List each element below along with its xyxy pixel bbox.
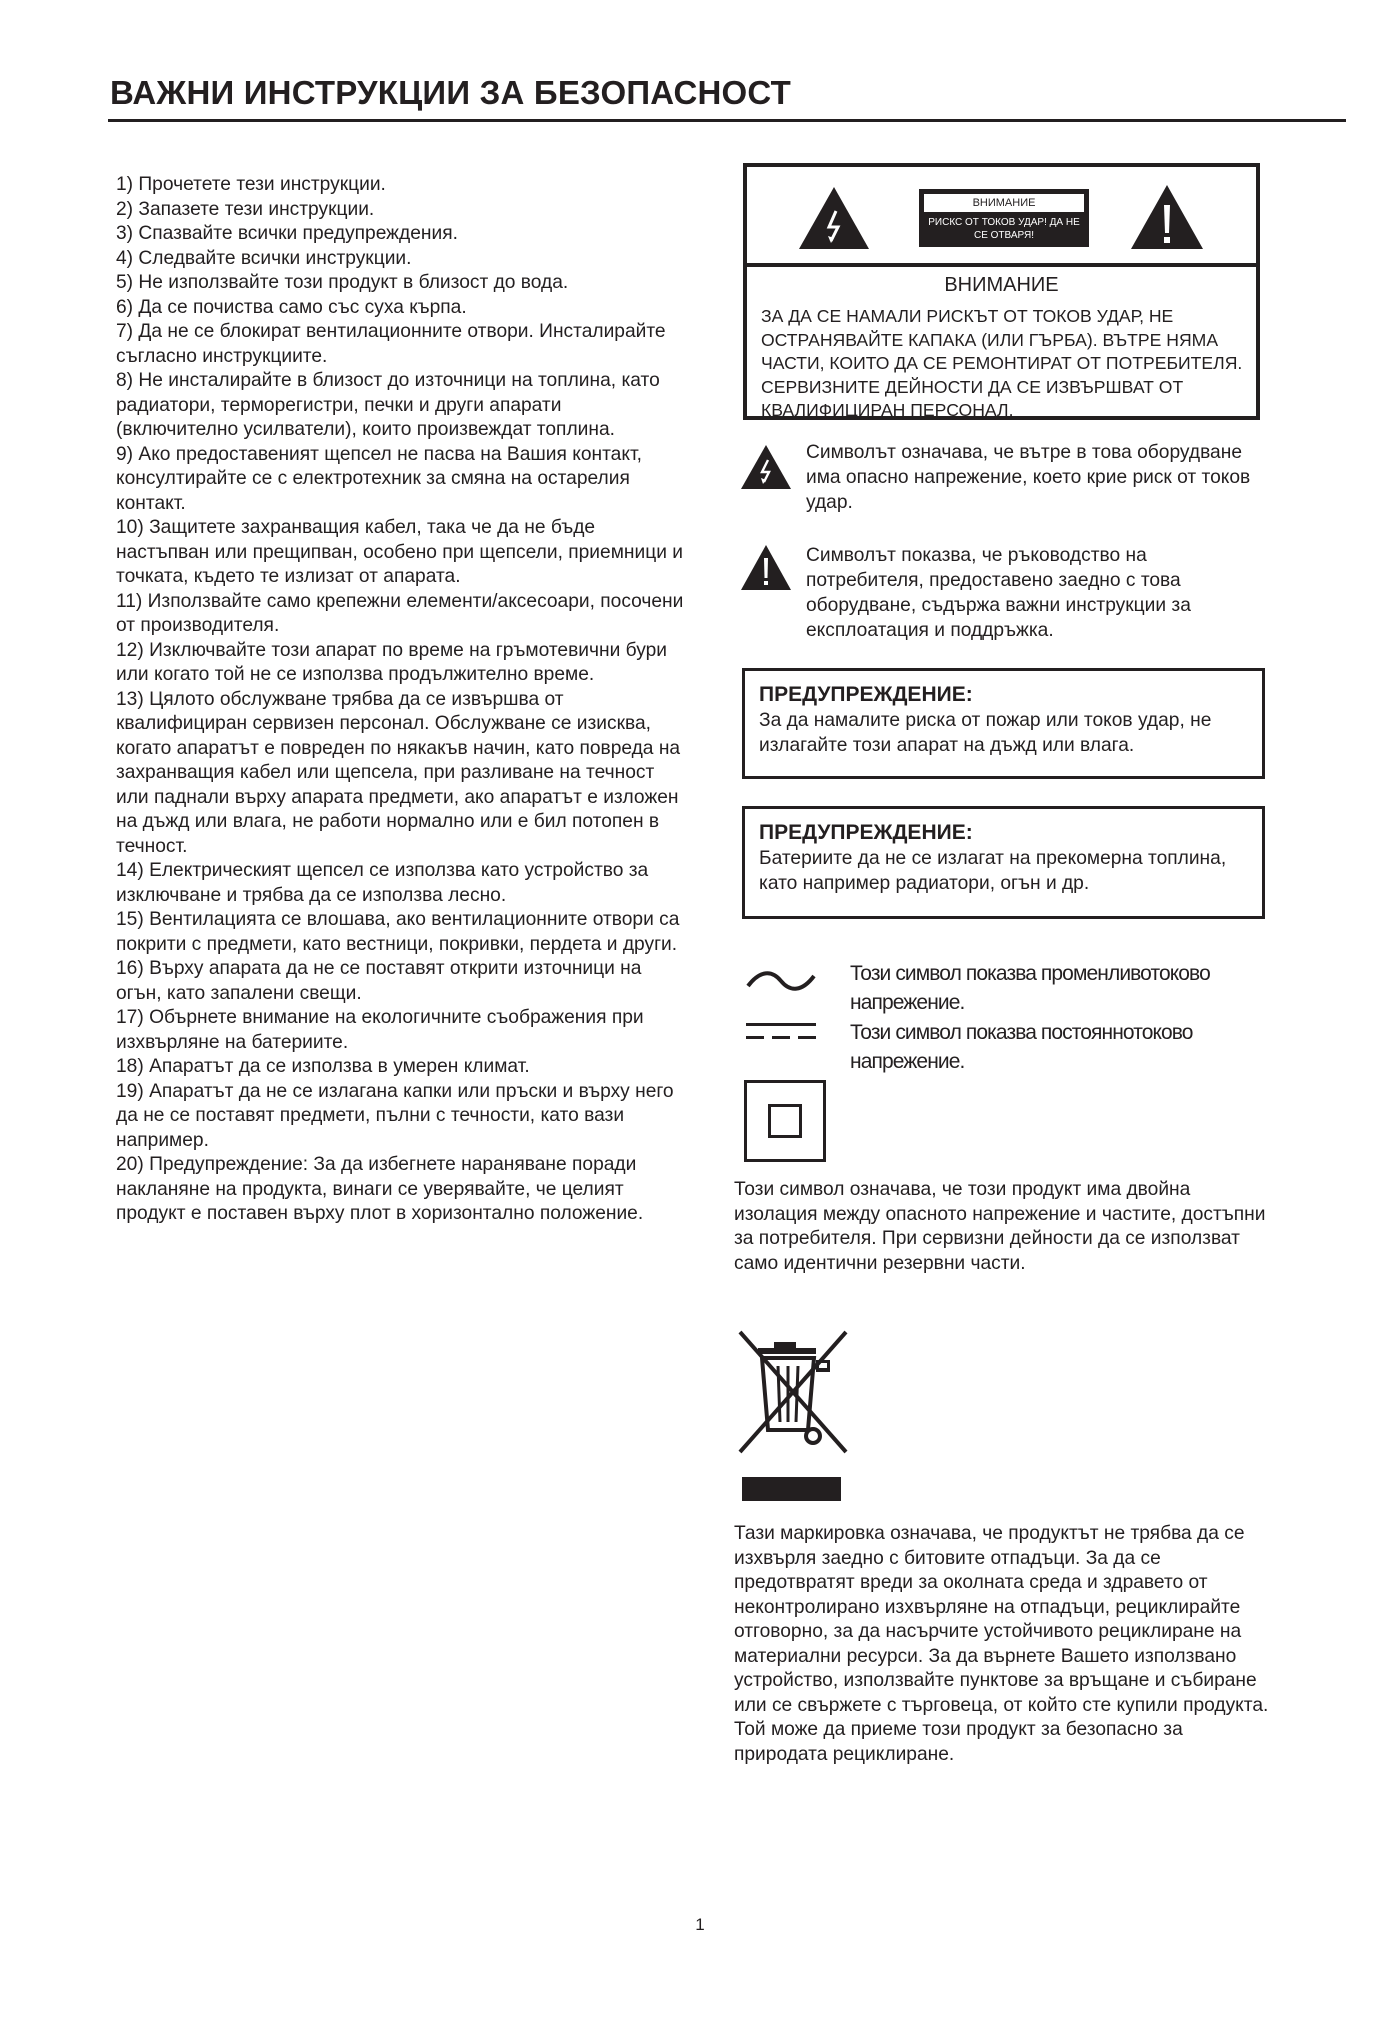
instruction-item: 4) Следвайте всички инструкции. bbox=[116, 247, 412, 269]
caution-label-title: ВНИМАНИЕ bbox=[923, 193, 1085, 213]
weee-bar bbox=[742, 1477, 841, 1501]
page-number: 1 bbox=[695, 1915, 705, 1934]
warning-text: За да намалите риска от пожар или токов удар, не излагайте този апарат на дъжд или влага. bbox=[759, 710, 1212, 756]
instruction-item: 7) Да не се блокират вентилационните отвори. Инсталирайте съгласно инструкциите. bbox=[116, 321, 666, 367]
instruction-item: 18) Апаратът да се използва в умерен климат. bbox=[116, 1056, 530, 1077]
double-insulation-text: Този символ означава, че този продукт има двойна изолация между опасното напрежение и частите, достъпни за потребителя. При сервизни дейности да се използват само идентични резервни части. bbox=[734, 1179, 1266, 1274]
exclamation-symbol-text: Символът показва, че ръководство на потребителя, предоставено заедно с това оборудване, съдържа важни инструкции за експлоатация и поддръжка. bbox=[806, 545, 1191, 641]
ac-symbol-icon bbox=[744, 966, 818, 996]
crossed-bin-icon bbox=[730, 1328, 854, 1460]
instruction-item: 3) Спазвайте всички предупреждения. bbox=[116, 223, 458, 244]
warning-title: ПРЕДУПРЕЖДЕНИЕ: bbox=[759, 683, 973, 706]
caution-label-text: РИСКС ОТ ТОКОВ УДАР! ДА НЕ СЕ ОТВАРЯ! bbox=[928, 217, 1080, 241]
instruction-item: 2) Запазете тези инструкции. bbox=[116, 198, 375, 220]
instruction-item: 1) Прочетете тези инструкции. bbox=[116, 174, 386, 195]
ac-symbol-text: Този символ показва променливотоково напрежение. bbox=[850, 962, 1210, 1014]
instruction-item: 20) Предупреждение: За да избегнете нараняване поради накланяне на продукта, винаги се уверявайте, че целият продукт е поставен върху плот в хоризонтално положение. bbox=[116, 1154, 644, 1224]
page-title: ВАЖНИ ИНСТРУКЦИИ ЗА БЕЗОПАСНОСТ bbox=[110, 74, 791, 111]
safety-instructions-list bbox=[116, 173, 686, 1227]
weee-text: Тази маркировка означава, че продуктът не трябва да се изхвърля заедно с битовите отпадъци. За да се предотвратят вреди за околната среда и здравето от неконтролирано изхвърляне на отпадъци, рециклирайте отговорно, за да насърчите устойчивото рециклиране на материални ресурси. За да върнете Вашето използвано устройство, използвайте пунктове за връщане и събиране или се свържете с търговеца, от който сте купили продукта. Той може да приеме този продукт за безопасно за природата рециклиране. bbox=[734, 1523, 1269, 1765]
instruction-item: 19) Апаратът да не се излагана капки или пръски и върху него да не се поставят предмети, пълни с течности, като вази например. bbox=[116, 1080, 674, 1151]
caution-text: ЗА ДА СЕ НАМАЛИ РИСКЪТ ОТ ТОКОВ УДАР, НЕ ОСТРАНЯВАЙТЕ КАПАКА (ИЛИ ГЪРБА). ВЪТРЕ НЯМА ЧАСТИ, КОИТО ДА СЕ РЕМОНТИРАТ ОТ ПОТРЕБИТЕЛЯ. СЕРВИЗНИТЕ ДЕЙНОСТИ ДА СЕ ИЗВЪРШВАТ ОТ КВАЛИФИЦИРАН ПЕРСОНАЛ. bbox=[761, 306, 1243, 420]
instruction-item: 13) Цялото обслужване трябва да се извършва от квалифициран сервизен персонал. Обслужване се изисква, когато апаратът е повреден по някакъв начин, като повреда на захранващия кабел или щепсела, при разливане на течност или паднали върху апарата предмети, ако апаратът е изложен на дъжд или влага, не работи нормално или е бил потопен в течност. bbox=[116, 688, 681, 857]
lightning-triangle-icon bbox=[740, 444, 792, 490]
double-insulation-icon bbox=[744, 1080, 826, 1162]
instruction-item: 9) Ако предоставеният щепсел не пасва на Вашия контакт, консултирайте се с електротехник за смяна на остарелия контакт. bbox=[116, 443, 642, 514]
exclamation-triangle-icon bbox=[1129, 183, 1205, 251]
dc-symbol-text: Този символ показва постояннотоково напрежение. bbox=[850, 1021, 1193, 1073]
instruction-item: 5) Не използвайте този продукт в близост до вода. bbox=[116, 272, 569, 293]
instruction-item: 16) Върху апарата да не се поставят открити източници на огън, като запалени свещи. bbox=[116, 958, 642, 1004]
dc-symbol-icon bbox=[744, 1021, 818, 1045]
title-divider bbox=[108, 119, 1346, 122]
instruction-item: 8) Не инсталирайте в близост до източници на топлина, като радиатори, терморегистри, печки и други апарати (включително усилватели), които произвеждат топлина. bbox=[116, 370, 660, 440]
caution-label-panel bbox=[747, 167, 1256, 267]
instruction-item: 15) Вентилацията се влошава, ако вентилационните отвори са покрити с предмети, като вестници, покривки, пердета и други. bbox=[116, 909, 680, 955]
warning-box-moisture bbox=[742, 668, 1265, 779]
lightning-symbol-text: Символът означава, че вътре в това оборудване има опасно напрежение, което крие риск от токов удар. bbox=[806, 442, 1251, 513]
caution-label bbox=[919, 189, 1089, 247]
caution-box bbox=[743, 163, 1260, 420]
instruction-item: 11) Използвайте само крепежни елементи/аксесоари, посочени от производителя. bbox=[116, 590, 684, 636]
instruction-item: 10) Защитете захранващия кабел, така че да не бъде настъпван или прещипван, особено при щепсели, приемници и точката, където те излизат от апарата. bbox=[116, 517, 683, 587]
exclamation-triangle-icon bbox=[740, 544, 792, 591]
caution-heading: ВНИМАНИЕ bbox=[944, 274, 1059, 296]
lightning-triangle-icon bbox=[797, 185, 871, 251]
instruction-item: 17) Обърнете внимание на екологичните съображения при изхвърляне на батериите. bbox=[116, 1007, 644, 1053]
warning-text: Батериите да не се излагат на прекомерна топлина, като например радиатори, огън и др. bbox=[759, 848, 1227, 894]
warning-box-batteries bbox=[742, 806, 1265, 919]
instruction-item: 14) Електрическият щепсел се използва като устройство за изключване и трябва да се използва лесно. bbox=[116, 860, 649, 906]
instruction-item: 12) Изключвайте този апарат по време на гръмотевични бури или когато той не се използва продължително време. bbox=[116, 639, 667, 685]
warning-title: ПРЕДУПРЕЖДЕНИЕ: bbox=[759, 821, 973, 844]
instruction-item: 6) Да се почиства само със суха кърпа. bbox=[116, 296, 467, 318]
